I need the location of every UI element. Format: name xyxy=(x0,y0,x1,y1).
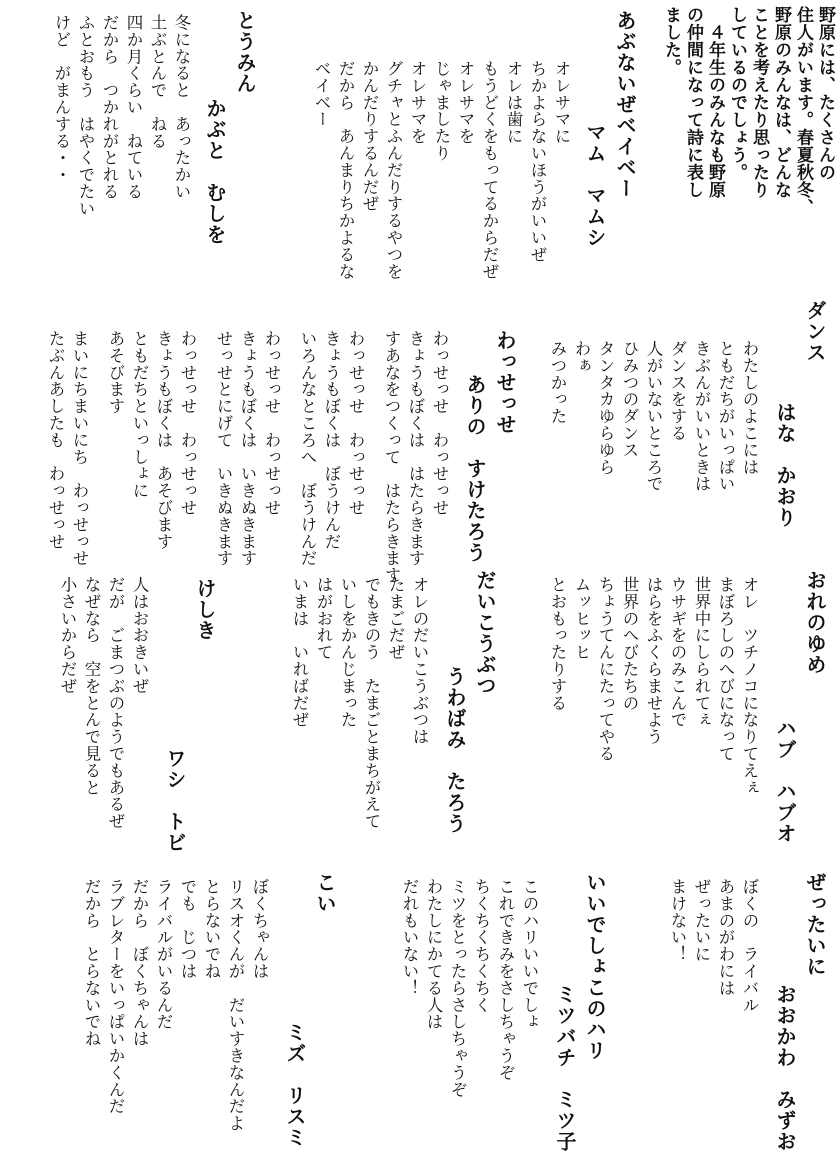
poem-line: このハリいいでしょ xyxy=(520,878,539,1031)
poem-author: はな かおり xyxy=(773,402,797,528)
poem-line: オレのだいこうぶつは xyxy=(410,576,429,745)
poem-line: いまは いればだぜ xyxy=(290,576,309,729)
poem-line: たぶんあしたも わっせっせ xyxy=(46,330,65,550)
poem-line: わっせっせ わっせっせ xyxy=(430,330,449,516)
intro-text xyxy=(661,6,840,216)
intro-line: 住人がいます。春夏秋冬、 xyxy=(793,6,813,216)
poem-line: でも じつは xyxy=(178,878,197,980)
poem-line: あそびます xyxy=(106,330,125,415)
poem-title: わっせっせ xyxy=(493,330,517,435)
poem-dance xyxy=(530,300,830,530)
poem-line: きょうもぼくは はたらきます xyxy=(406,330,425,567)
poem-line: ふとおもう はやくでたい xyxy=(76,14,95,217)
poem-title: こい xyxy=(313,872,337,914)
poem-line: ぼくの ライバル xyxy=(740,878,759,1014)
poem-line: 人はおおきいぜ xyxy=(130,576,149,695)
poem-line: ダンスをする xyxy=(668,340,687,442)
poem-line: 冬になると あったかい xyxy=(172,14,191,200)
poem-line: きょうもぼくは ぼうけんだ xyxy=(322,330,341,550)
poem-line: オレサマを xyxy=(408,60,427,145)
poem-line: きょうもぼくは いきぬきます xyxy=(238,330,257,567)
poem-title: とうみん xyxy=(233,10,257,94)
poem-wassesse xyxy=(20,330,520,584)
poem-line: 四か月くらい ねている xyxy=(124,14,143,200)
poem-line: わたしのよこには xyxy=(740,340,759,476)
poem-line: いしをかんじまった xyxy=(338,576,357,729)
poem-line: わっせっせ わっせっせ xyxy=(262,330,281,516)
poem-line: オレは歯に xyxy=(504,60,523,145)
poem-line: これできみをさしちゃうぞ xyxy=(496,878,515,1081)
poem-line: 小さいからだぜ xyxy=(58,576,77,695)
poem-line: オレサマを xyxy=(456,60,475,145)
poem-line: 人がいないところで xyxy=(644,340,663,493)
intro-line: ました。 xyxy=(661,6,681,76)
poem-title: ダンス xyxy=(803,300,827,363)
poem-line: かんだりするんだぜ xyxy=(360,60,379,213)
poem-line: リスオくんが だいすきなんだよ xyxy=(226,878,245,1132)
poem-line: だから とらないでね xyxy=(82,878,101,1047)
poem-abunai xyxy=(300,10,640,300)
poem-keshiki xyxy=(50,570,220,860)
poem-author: ミズ リスミ xyxy=(283,1022,307,1148)
poem-line: はらをふくらませよう xyxy=(644,576,663,745)
poem-title: いいでしょこのハリ xyxy=(583,872,607,1061)
poem-line: わっせっせ わっせっせ xyxy=(346,330,365,516)
poem-line: まけない！ xyxy=(668,878,687,963)
poem-line: きょうもぼくは あそびます xyxy=(154,330,173,550)
poem-line: 世界のへびたちの xyxy=(620,576,639,712)
poem-line: とおもったりする xyxy=(548,576,567,712)
poem-title: あぶないぜベイベー xyxy=(613,10,637,199)
poem-line: タンタカゆらゆら xyxy=(596,340,615,476)
poem-author: ミツバチ ミツ子 xyxy=(553,984,577,1152)
poem-line: たまごだぜ xyxy=(386,576,405,661)
poem-line: もうどくをもってるからだぜ xyxy=(480,60,499,280)
poem-title: ぜったいに xyxy=(803,872,827,977)
poem-author: おおかわ みずお xyxy=(773,984,797,1152)
poem-line: ライバルがいるんだ xyxy=(154,878,173,1031)
poem-koi xyxy=(58,872,340,1152)
poem-author: マム マムシ xyxy=(583,122,607,248)
poem-line: ともだちがいっぱい xyxy=(716,340,735,493)
poem-line: いろんなところへ ぼうけんだ xyxy=(298,330,317,567)
poem-iidesho xyxy=(380,872,610,1152)
intro-line: しているのでしょう。 xyxy=(727,6,747,181)
poem-line: ちくちくちくちく xyxy=(472,878,491,1014)
poem-line: わっせっせ わっせっせ xyxy=(178,330,197,516)
poem-line: オレ ツチノコになりてえぇ xyxy=(740,576,759,796)
poem-line: だから あんまりちかよるな xyxy=(336,60,355,280)
poem-line: すあなをつくって はたらきます xyxy=(382,330,401,584)
poem-author: ハブ ハブオ xyxy=(773,718,797,844)
intro-line: ことを考えたり思ったり xyxy=(749,6,769,199)
poem-author: うわばみ たろう xyxy=(443,666,467,834)
poem-zettaini xyxy=(670,872,830,1152)
intro-line: 野原には、たくさんの xyxy=(815,6,835,181)
poem-line: だれもいない！ xyxy=(400,878,419,997)
poem-line: じゃましたり xyxy=(432,60,451,162)
poem-line: ミツをとったらさしちゃうぞ xyxy=(448,878,467,1098)
poem-line: ウサギをのみこんで xyxy=(668,576,687,729)
poem-line: はがおれて xyxy=(314,576,333,661)
poem-touminn xyxy=(20,10,260,270)
poem-line: あまのがわには xyxy=(716,878,735,997)
poem-line: ラブレターをいっぱいかくんだ xyxy=(106,878,125,1115)
poem-line: ベイベー xyxy=(312,60,331,128)
poem-title: おれのゆめ xyxy=(803,570,827,675)
poem-line: わたしにかてる人は xyxy=(424,878,443,1031)
poem-line: せっせとにげて いきぬきます xyxy=(214,330,233,567)
intro-line: ４年生のみんなも野原 xyxy=(705,6,725,199)
poem-orenoyume xyxy=(520,570,830,860)
poem-line: なぜなら 空をとんで見ると xyxy=(82,576,101,796)
poem-line: だから つかれがとれる xyxy=(100,14,119,200)
intro-line: 野原のみんなは、どんな xyxy=(771,6,791,199)
poem-line: ムッヒッヒ xyxy=(572,576,591,661)
poem-line: グチャとふんだりするやつを xyxy=(384,60,403,280)
poem-line: みつかった xyxy=(548,340,567,425)
poem-line: きぶんがいいときは xyxy=(692,340,711,493)
poem-line: 土ぶとんで ねる xyxy=(148,14,167,150)
poem-daikoubutsu xyxy=(260,570,500,860)
poem-line: だから ぼくちゃんは xyxy=(130,878,149,1047)
poem-line: ひみつのダンス xyxy=(620,340,639,459)
poem-line: とらないでね xyxy=(202,878,221,980)
poem-line: わぁ xyxy=(572,340,591,374)
poem-line: でもきのう たまごとまちがえて xyxy=(362,576,381,830)
poem-line: まいにちまいにち わっせっせ xyxy=(70,330,89,567)
poem-line: ちかよらないほうがいいぜ xyxy=(528,60,547,263)
poem-line: ちょうてんにたってやる xyxy=(596,576,615,762)
poem-author: ワシ トビ xyxy=(163,748,187,853)
poem-line: 世界中にしられてぇ xyxy=(692,576,711,729)
poem-line: ぼくちゃんは xyxy=(250,878,269,980)
poem-author: かぶと むしを xyxy=(203,98,227,245)
intro-line: の仲間になって詩に表し xyxy=(683,6,703,199)
poem-line: けど がまんする・・ xyxy=(52,14,71,183)
poem-line: ともだちといっしょに xyxy=(130,330,149,499)
poem-line: オレサマに xyxy=(552,60,571,145)
poem-line: だが ごまつぶのようでもあるぜ xyxy=(106,576,125,830)
poem-title: けしき xyxy=(193,578,217,641)
poem-line: まぼろしのへびになって xyxy=(716,576,735,762)
poem-line: ぜったいに xyxy=(692,878,711,963)
poem-title: だいこうぶつ xyxy=(473,570,497,696)
poem-author: ありの すけたろう xyxy=(463,374,487,563)
